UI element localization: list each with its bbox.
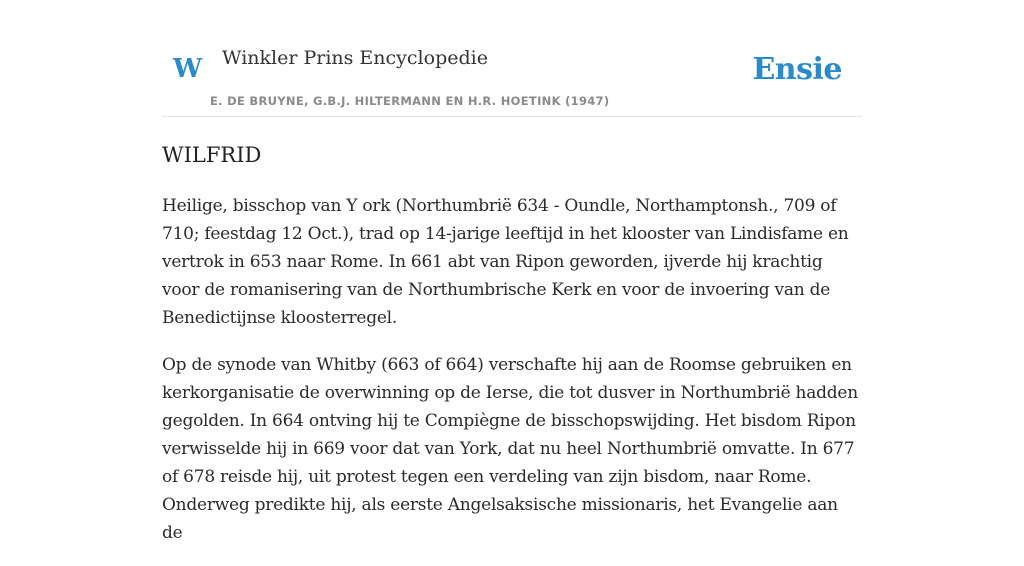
encyclopedia-logo-icon[interactable]: W xyxy=(173,54,203,84)
encyclopedia-title[interactable]: Winkler Prins Encyclopedie xyxy=(222,47,488,69)
article-body xyxy=(162,192,862,566)
ensie-logo[interactable]: Ensie xyxy=(752,52,842,87)
article-paragraph: Op de synode van Whitby (663 of 664) verschafte hij aan de Roomse gebruiken en kerkorganisatie de overwinning op de Ierse, die tot dusver in Northumbrië hadden gegolden. In 664 ontving hij te Compiègne de bisschopswijding. Het bisdom Ripon verwisselde hij in 669 voor dat van York, dat nu heel Northumbrië omvatte. In 677 of 678 reisde hij, uit protest tegen een verdeling van zijn bisdom, naar Rome. Onderweg predikte hij, als eerste Angelsaksische missionaris, het Evangelie aan de xyxy=(162,355,858,543)
article-paragraph: Heilige, bisschop van Y ork (Northumbrië 634 - Oundle, Northamptonsh., 709 of 710; feestdag 12 Oct.), trad op 14-jarige leeftijd in het klooster van Lindisfame en vertrok in 653 naar Rome. In 661 abt van Ripon geworden, ijverde hij krachtig voor de romanisering van de Northumbrische Kerk en voor de invoering van de Benedictijnse kloosterregel. xyxy=(162,196,849,328)
article-title: WILFRID xyxy=(162,143,262,167)
authors-line: E. DE BRUYNE, G.B.J. HILTERMANN EN H.R. HOETINK (1947) xyxy=(210,94,610,108)
site-header xyxy=(162,0,862,117)
